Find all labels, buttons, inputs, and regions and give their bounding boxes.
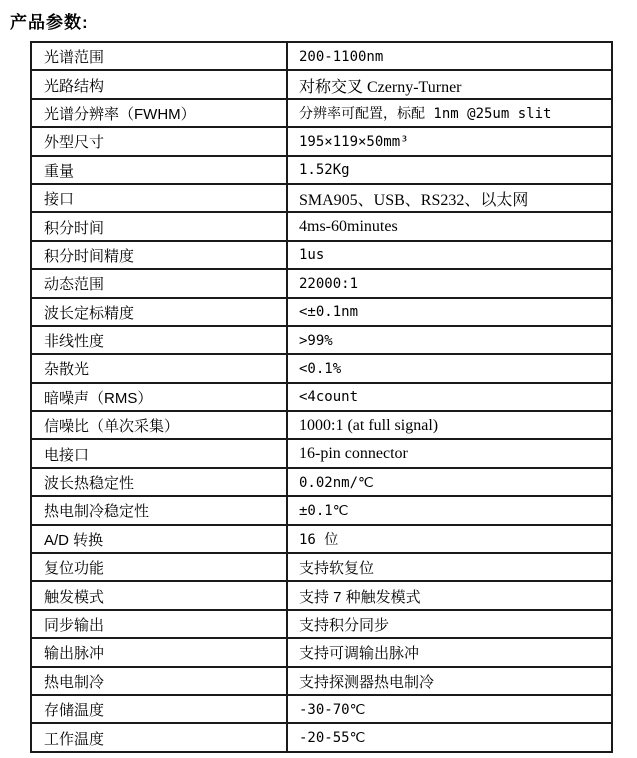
spec-label: 积分时间 xyxy=(31,212,287,240)
table-row xyxy=(31,99,612,127)
table-row xyxy=(31,581,612,609)
spec-value: 对称交叉 Czerny-Turner xyxy=(287,70,612,98)
table-row xyxy=(31,269,612,297)
table-row xyxy=(31,439,612,467)
spec-label: 暗噪声（RMS） xyxy=(31,383,287,411)
spec-value: <4count xyxy=(287,383,612,411)
table-row xyxy=(31,638,612,666)
table-row xyxy=(31,127,612,155)
spec-label: 波长定标精度 xyxy=(31,298,287,326)
spec-value: 200-1100nm xyxy=(287,42,612,70)
spec-label: 光谱分辨率（FWHM） xyxy=(31,99,287,127)
spec-value: -30-70℃ xyxy=(287,695,612,723)
table-row xyxy=(31,156,612,184)
spec-value: 1us xyxy=(287,241,612,269)
spec-label: 重量 xyxy=(31,156,287,184)
table-row xyxy=(31,411,612,439)
table-row xyxy=(31,70,612,98)
spec-label: 杂散光 xyxy=(31,354,287,382)
spec-table xyxy=(30,41,613,753)
table-row xyxy=(31,695,612,723)
spec-label: 波长热稳定性 xyxy=(31,468,287,496)
table-row xyxy=(31,354,612,382)
spec-value: 支持积分同步 xyxy=(287,610,612,638)
spec-value: 分辨率可配置，标配 1nm @25um slit xyxy=(287,99,612,127)
spec-label: 信噪比（单次采集） xyxy=(31,411,287,439)
table-row xyxy=(31,723,612,751)
table-row xyxy=(31,468,612,496)
table-row xyxy=(31,383,612,411)
spec-label: 接口 xyxy=(31,184,287,212)
spec-label: 工作温度 xyxy=(31,723,287,751)
spec-value: 支持 7 种触发模式 xyxy=(287,581,612,609)
spec-value: ±0.1℃ xyxy=(287,496,612,524)
table-row xyxy=(31,298,612,326)
spec-label: 外型尺寸 xyxy=(31,127,287,155)
spec-label: 非线性度 xyxy=(31,326,287,354)
spec-label: 输出脉冲 xyxy=(31,638,287,666)
spec-value: 支持可调输出脉冲 xyxy=(287,638,612,666)
spec-label: 触发模式 xyxy=(31,581,287,609)
table-row xyxy=(31,326,612,354)
spec-value: 4ms-60minutes xyxy=(287,212,612,240)
table-row xyxy=(31,667,612,695)
spec-value: 16-pin connector xyxy=(287,439,612,467)
spec-value: -20-55℃ xyxy=(287,723,612,751)
spec-label: 积分时间精度 xyxy=(31,241,287,269)
spec-label: 动态范围 xyxy=(31,269,287,297)
spec-label: 热电制冷 xyxy=(31,667,287,695)
spec-label: 光路结构 xyxy=(31,70,287,98)
table-row xyxy=(31,42,612,70)
page-title: 产品参数: xyxy=(10,13,89,32)
spec-value: 1.52Kg xyxy=(287,156,612,184)
spec-value: <0.1% xyxy=(287,354,612,382)
spec-label: A/D 转换 xyxy=(31,525,287,553)
spec-value: <±0.1nm xyxy=(287,298,612,326)
table-row xyxy=(31,212,612,240)
table-row xyxy=(31,525,612,553)
spec-label: 存储温度 xyxy=(31,695,287,723)
spec-label: 同步输出 xyxy=(31,610,287,638)
spec-value: 195×119×50mm³ xyxy=(287,127,612,155)
spec-label: 复位功能 xyxy=(31,553,287,581)
spec-value: >99% xyxy=(287,326,612,354)
spec-label: 电接口 xyxy=(31,439,287,467)
spec-value: 16 位 xyxy=(287,525,612,553)
table-row xyxy=(31,241,612,269)
table-row xyxy=(31,553,612,581)
spec-value: SMA905、USB、RS232、以太网 xyxy=(287,184,612,212)
spec-table-body xyxy=(31,42,612,752)
spec-value: 支持软复位 xyxy=(287,553,612,581)
table-row xyxy=(31,184,612,212)
spec-value: 支持探测器热电制冷 xyxy=(287,667,612,695)
spec-value: 0.02nm/℃ xyxy=(287,468,612,496)
spec-label: 光谱范围 xyxy=(31,42,287,70)
spec-value: 22000:1 xyxy=(287,269,612,297)
spec-label: 热电制冷稳定性 xyxy=(31,496,287,524)
spec-value: 1000:1 (at full signal) xyxy=(287,411,612,439)
table-row xyxy=(31,610,612,638)
table-row xyxy=(31,496,612,524)
